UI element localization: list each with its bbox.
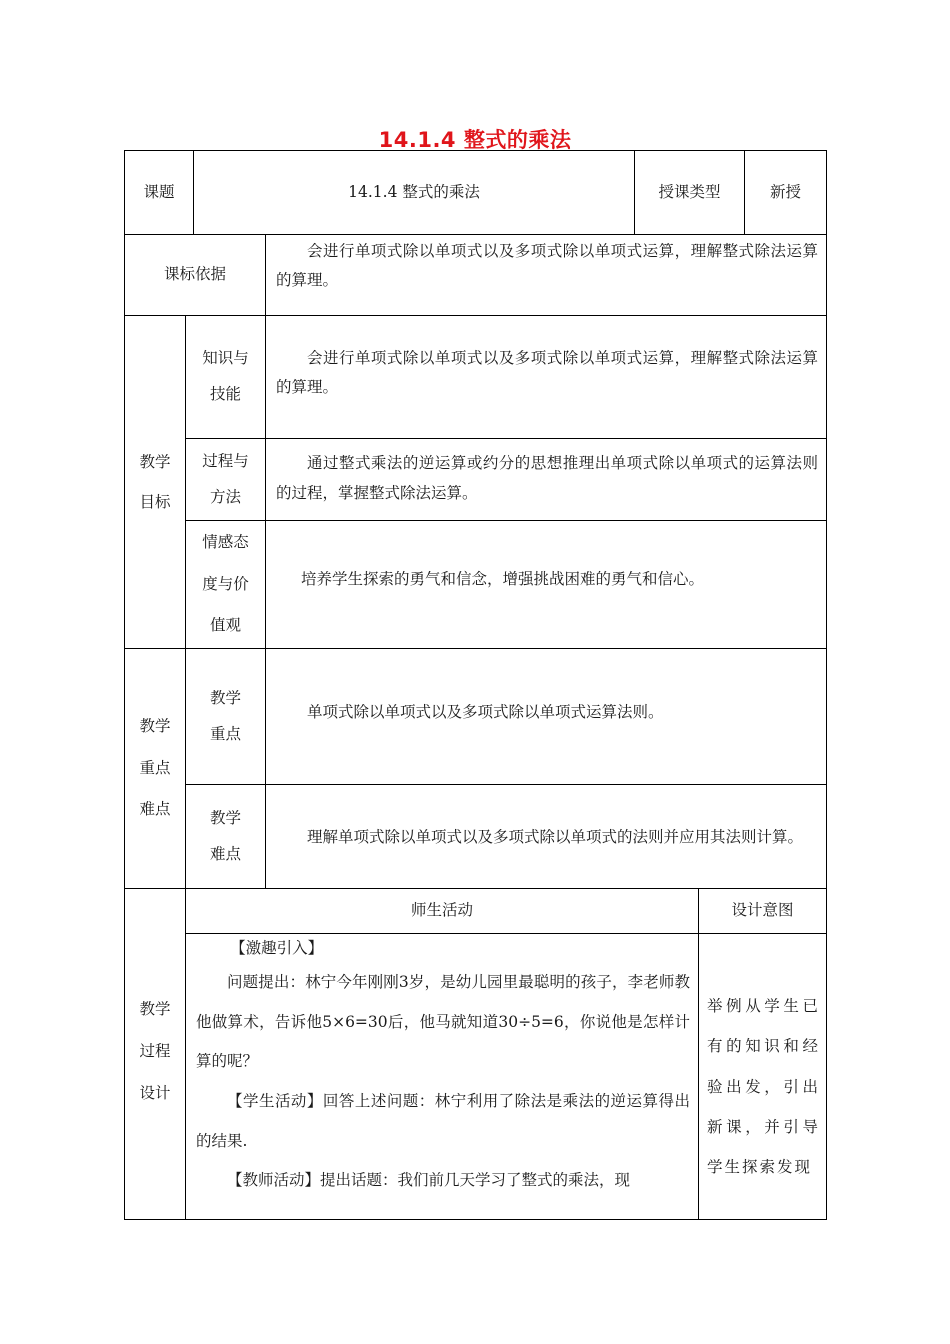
intent-text: 举例从学生已有的知识和经验出发，引出新课，并引导学生探索发现	[707, 997, 820, 1177]
key-point-text: 单项式除以单项式以及多项式除以单项式运算法则。	[307, 702, 664, 721]
attitude-label-line1: 情感态	[202, 532, 249, 551]
process-method-label-line1: 过程与	[202, 451, 249, 470]
process-design-label-line1: 教学	[139, 1000, 171, 1018]
knowledge-label-cell	[185, 315, 266, 439]
goals-label-cell	[124, 315, 186, 649]
process-method-label-cell	[185, 438, 266, 521]
knowledge-text: 会进行单项式除以单项式以及多项式除以单项式运算，理解整式除法运算的算理。	[276, 348, 818, 396]
student-activity-text: 回答上述问题：林宁利用了除法是乘法的逆运算得出的结果.	[196, 1091, 690, 1150]
intent-header: 设计意图	[731, 901, 794, 920]
lesson-type-value: 新授	[769, 182, 801, 201]
difficulty-label-line2: 难点	[209, 844, 241, 863]
focus-label-line1: 教学	[139, 716, 171, 735]
goals-label-line2: 目标	[139, 493, 171, 511]
teacher-activity	[196, 1161, 690, 1201]
basis-label-cell	[124, 234, 266, 316]
basis-text: 会进行单项式除以单项式以及多项式除以单项式运算，理解整式除法运算的算理。	[276, 242, 818, 290]
process-method-text: 通过整式乘法的逆运算或约分的思想推理出单项式除以单项式的运算法则的过程，掌握整式除法运算。	[276, 454, 818, 502]
topic-label-cell	[124, 150, 194, 235]
key-point-text-cell	[265, 648, 827, 785]
intro-heading: 【激趣引入】	[230, 939, 324, 957]
document-title: 14.1.4 整式的乘法	[378, 128, 572, 152]
knowledge-label-line1: 知识与	[202, 349, 249, 368]
lesson-type-label-cell	[634, 150, 745, 235]
topic-value-cell	[193, 150, 635, 235]
intent-content-cell	[698, 933, 827, 1220]
knowledge-label-line2: 技能	[209, 385, 241, 403]
attitude-text: 培养学生探索的勇气和信念，增强挑战困难的勇气和信心。	[301, 569, 705, 588]
activity-header: 师生活动	[410, 901, 473, 920]
student-activity	[196, 1082, 690, 1161]
focus-label-cell	[124, 648, 186, 889]
attitude-text-cell	[265, 520, 827, 649]
basis-text-cell	[265, 234, 827, 316]
process-method-label-line2: 方法	[209, 487, 241, 506]
lesson-type-value-cell	[744, 150, 827, 235]
difficulty-label-line1: 教学	[209, 808, 241, 827]
focus-label-line3: 难点	[139, 800, 171, 819]
key-point-label-line2: 重点	[209, 724, 241, 743]
key-point-label-line1: 教学	[209, 688, 241, 707]
difficulty-text-cell	[265, 784, 827, 889]
attitude-label-line3: 值观	[209, 616, 241, 635]
teacher-activity-text: 提出话题：我们前几天学习了整式的乘法，现	[320, 1171, 631, 1190]
activity-content-cell	[185, 933, 699, 1220]
key-point-label-cell	[185, 648, 266, 785]
lesson-type-label: 授课类型	[658, 182, 721, 201]
process-design-label-cell	[124, 888, 186, 1220]
attitude-label-line2: 度与价	[202, 574, 249, 593]
intro-question: 问题提出：林宁今年刚刚3岁，是幼儿园里最聪明的孩子，李老师教他做算术，告诉他5×6=30后，他马就知道30÷5=6，你说他是怎样计算的呢？	[196, 973, 690, 1071]
goals-label-line1: 教学	[139, 452, 171, 471]
knowledge-text-cell	[265, 315, 827, 439]
activity-header-cell	[185, 888, 699, 934]
difficulty-label-cell	[185, 784, 266, 889]
student-activity-tag: 【学生活动】	[227, 1091, 323, 1110]
difficulty-text: 理解单项式除以单项式以及多项式除以单项式的法则并应用其法则计算。	[307, 827, 804, 846]
attitude-label-cell	[185, 520, 266, 649]
teacher-activity-tag: 【教师活动】	[227, 1171, 321, 1190]
process-design-label-line2: 过程	[139, 1041, 171, 1060]
topic-value: 14.1.4 整式的乘法	[348, 182, 480, 201]
process-design-label-line3: 设计	[139, 1083, 171, 1102]
lesson-plan-table	[124, 150, 827, 1220]
basis-label: 课标依据	[163, 265, 226, 284]
intent-header-cell	[698, 888, 827, 934]
focus-label-line2: 重点	[139, 758, 171, 777]
process-method-text-cell	[265, 438, 827, 521]
topic-label: 课题	[143, 182, 175, 201]
